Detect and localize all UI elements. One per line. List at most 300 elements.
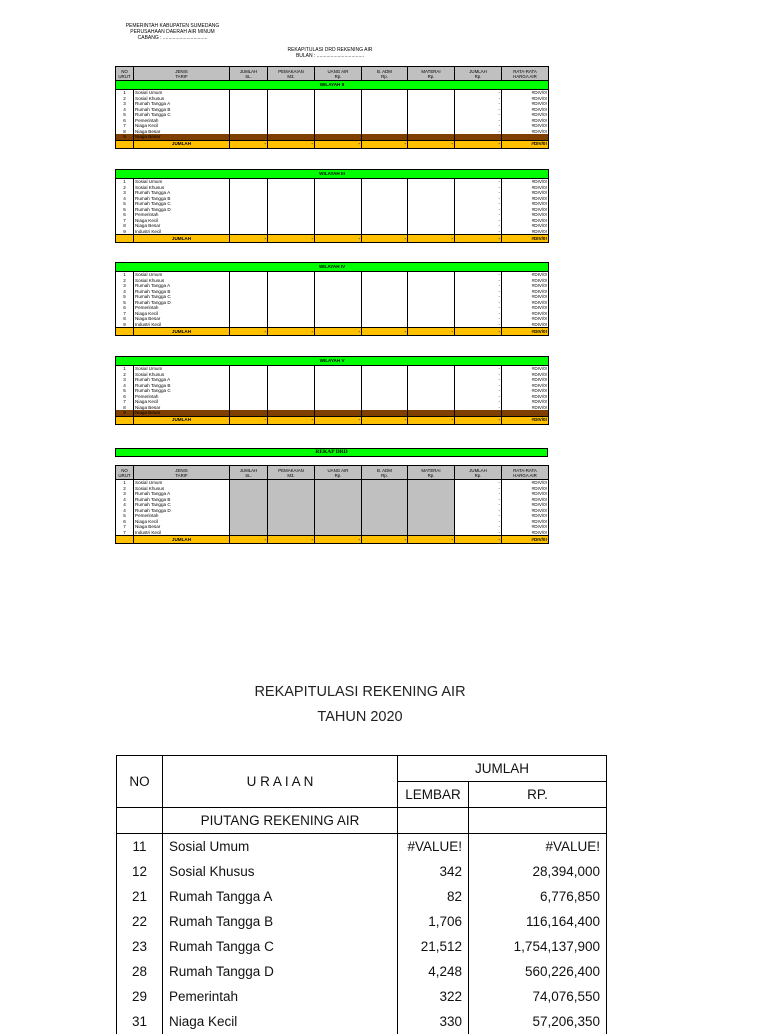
row-tarif: Rumah Tangga A: [134, 283, 230, 289]
row-rata: #DIV/0!: [502, 322, 549, 328]
row-tarif: Niaga Besar: [134, 129, 230, 135]
row-no: 6: [116, 305, 134, 311]
summary-lembar: 322: [398, 984, 469, 1009]
row-jumlah: -: [455, 530, 502, 536]
row-rata: #DIV/0!: [502, 508, 549, 514]
row-rata: #DIV/0!: [502, 294, 549, 300]
sheet-col-header: JUMLAH Rp.: [455, 67, 502, 81]
row-rata: #DIV/0!: [502, 272, 549, 278]
col-jumlah-header: JUMLAH: [398, 756, 607, 782]
row-rata: #DIV/0!: [502, 278, 549, 284]
organization-header: [110, 23, 235, 41]
total-value: -: [408, 416, 455, 424]
summary-name: Rumah Tangga A: [163, 884, 398, 909]
col-uraian-header: U R A I A N: [163, 756, 398, 808]
total-rata: #DIV/0!: [502, 235, 549, 243]
sheet-col-header: JENIS TARIF: [134, 466, 230, 480]
row-rata: #DIV/0!: [502, 311, 549, 317]
row-no: 1: [116, 179, 134, 185]
sheet-col-header: JUMLAH Rp.: [455, 466, 502, 480]
row-no: 5: [116, 207, 134, 213]
row-rata: #DIV/0!: [502, 212, 549, 218]
total-rata: #DIV/0!: [502, 140, 549, 148]
summary-lembar: 21,512: [398, 934, 469, 959]
row-jumlah: -: [455, 179, 502, 185]
summary-rp: 74,076,550: [469, 984, 607, 1009]
row-no: 7: [116, 218, 134, 224]
sheet-col-header: JUMLAH SL.: [230, 466, 268, 480]
summary-row: [117, 884, 607, 909]
row-no: 4: [116, 289, 134, 295]
row-tarif: Rumah Tangga B: [134, 107, 230, 113]
row-rata: #DIV/0!: [502, 513, 549, 519]
wilayah-table: [115, 356, 549, 425]
total-label: JUMLAH: [134, 416, 230, 424]
row-tarif: Rumah Tangga C: [134, 502, 230, 508]
row-no: 8: [116, 129, 134, 135]
row-rata: #DIV/0!: [502, 399, 549, 405]
total-value: -: [455, 328, 502, 336]
row-no: 5: [116, 513, 134, 519]
wilayah-title: WILAYAH IV: [116, 263, 549, 272]
row-jumlah: -: [455, 480, 502, 486]
row-tarif: Niaga Kecil: [134, 519, 230, 525]
row-tarif: Pemerintah: [134, 305, 230, 311]
row-no: 3: [116, 283, 134, 289]
sheet-col-header: JENIS TARIF: [134, 67, 230, 81]
total-value: -: [362, 536, 408, 544]
row-no: 9: [116, 134, 134, 140]
summary-lembar: 330: [398, 1009, 469, 1034]
org-line: PEMERINTAH KABUPATEN SUMEDANG: [125, 23, 220, 29]
summary-name: Rumah Tangga D: [163, 959, 398, 984]
row-rata: #DIV/0!: [502, 372, 549, 378]
row-tarif: Niaga Kecil: [134, 123, 230, 129]
row-jumlah: -: [455, 207, 502, 213]
row-rata: #DIV/0!: [502, 316, 549, 322]
row-jumlah: -: [455, 196, 502, 202]
summary-row: [117, 934, 607, 959]
col-no-header: NO: [117, 756, 163, 808]
section-rp-cell: [469, 808, 607, 834]
row-rata: #DIV/0!: [502, 491, 549, 497]
row-rata: #DIV/0!: [502, 283, 549, 289]
sheet-col-header: NO URUT: [116, 466, 134, 480]
row-tarif: Niaga Besar: [134, 410, 230, 416]
row-tarif: Pemerintah: [134, 118, 230, 124]
row-no: 4: [116, 497, 134, 503]
row-tarif: Industri Kecil: [134, 530, 230, 536]
row-no: 9: [116, 322, 134, 328]
summary-rp: 28,394,000: [469, 859, 607, 884]
row-jumlah: -: [455, 316, 502, 322]
row-rata: #DIV/0!: [502, 96, 549, 102]
row-jumlah: -: [455, 201, 502, 207]
sheet-col-header: NO URUT: [116, 67, 134, 81]
total-value: -: [268, 140, 315, 148]
total-value: -: [362, 416, 408, 424]
total-row: [116, 328, 549, 336]
row-tarif: Rumah Tangga B: [134, 383, 230, 389]
row-tarif: Niaga Besar: [134, 134, 230, 140]
wilayah-title: WILAYAH III: [116, 170, 549, 179]
section-no-cell: [117, 808, 163, 834]
total-row: [116, 536, 549, 544]
row-no: 5: [116, 112, 134, 118]
total-rata: #DIV/0!: [502, 416, 549, 424]
total-value: -: [408, 536, 455, 544]
sheet-header-row: [116, 466, 549, 480]
row-tarif: Niaga Besar: [134, 223, 230, 229]
wilayah-title-row: [116, 170, 549, 179]
summary-row: [117, 834, 607, 860]
row-rata: #DIV/0!: [502, 185, 549, 191]
row-jumlah: -: [455, 491, 502, 497]
col-rp-header: RP.: [469, 782, 607, 808]
total-value: -: [315, 328, 362, 336]
total-row: [116, 416, 549, 424]
row-jumlah: -: [455, 218, 502, 224]
row-tarif: Niaga Kecil: [134, 218, 230, 224]
row-tarif: Industri Kecil: [134, 229, 230, 235]
row-no: 6: [116, 118, 134, 124]
sheet-col-header: UANG AIR Rp.: [315, 67, 362, 81]
row-rata: #DIV/0!: [502, 112, 549, 118]
row-tarif: Niaga Besar: [134, 405, 230, 411]
row-tarif: Sosial Khusus: [134, 96, 230, 102]
row-jumlah: -: [455, 212, 502, 218]
report-title: REKAPITULASI DRD REKENING AIR: [287, 47, 373, 53]
summary-table: [116, 755, 607, 1034]
row-no: 3: [116, 101, 134, 107]
row-rata: #DIV/0!: [502, 196, 549, 202]
row-tarif: Rumah Tangga A: [134, 101, 230, 107]
row-jumlah: -: [455, 388, 502, 394]
sheet-col-header: RATA-RATA HARGA AIR: [502, 67, 549, 81]
summary-name: Sosial Umum: [163, 834, 398, 860]
row-rata: #DIV/0!: [502, 101, 549, 107]
total-value: -: [455, 235, 502, 243]
row-jumlah: -: [455, 394, 502, 400]
report-header: [250, 47, 410, 59]
summary-rp: 57,206,350: [469, 1009, 607, 1034]
total-value: -: [362, 140, 408, 148]
org-line: PERUSAHAAN DAERAH AIR MINUM: [130, 29, 215, 35]
summary-lembar: #VALUE!: [398, 834, 469, 860]
row-tarif: Sosial Khusus: [134, 486, 230, 492]
total-row: [116, 140, 549, 148]
row-tarif: Rumah Tangga C: [134, 388, 230, 394]
row-jumlah: -: [455, 229, 502, 235]
row-jumlah: -: [455, 96, 502, 102]
total-value: -: [315, 235, 362, 243]
row-jumlah: -: [455, 101, 502, 107]
row-jumlah: -: [455, 118, 502, 124]
row-rata: #DIV/0!: [502, 289, 549, 295]
row-jumlah: -: [455, 90, 502, 96]
row-rata: #DIV/0!: [502, 107, 549, 113]
row-no: 3: [116, 190, 134, 196]
row-jumlah: -: [455, 305, 502, 311]
row-no: 4: [116, 508, 134, 514]
row-no: 5: [116, 300, 134, 306]
row-no: 1: [116, 90, 134, 96]
row-no: 8: [116, 316, 134, 322]
row-jumlah: -: [455, 405, 502, 411]
row-rata: #DIV/0!: [502, 118, 549, 124]
sheet-col-header: B. ADM Rp.: [362, 67, 408, 81]
row-tarif: Sosial Khusus: [134, 372, 230, 378]
summary-rp: 1,754,137,900: [469, 934, 607, 959]
row-jumlah: -: [455, 289, 502, 295]
wilayah-table: [115, 169, 549, 243]
wilayah-title-row: [116, 357, 549, 366]
row-no: 9: [116, 229, 134, 235]
total-value: -: [455, 140, 502, 148]
summary-year: TAHUN 2020: [317, 709, 403, 725]
summary-no: 12: [117, 859, 163, 884]
summary-rp: 6,776,850: [469, 884, 607, 909]
row-jumlah: -: [455, 524, 502, 530]
row-no: 2: [116, 96, 134, 102]
row-rata: #DIV/0!: [502, 377, 549, 383]
row-jumlah: -: [455, 294, 502, 300]
sheet-col-header: PEMAKAIAN M3.: [268, 466, 315, 480]
row-no: 7: [116, 530, 134, 536]
row-tarif: Sosial Umum: [134, 90, 230, 96]
total-value: -: [408, 235, 455, 243]
row-no: 1: [116, 366, 134, 372]
summary-row: [117, 984, 607, 1009]
row-no: 2: [116, 278, 134, 284]
row-jumlah: -: [455, 272, 502, 278]
row-rata: #DIV/0!: [502, 179, 549, 185]
row-no: 7: [116, 123, 134, 129]
row-jumlah: -: [455, 372, 502, 378]
row-tarif: Sosial Umum: [134, 179, 230, 185]
wilayah-title: WILAYAH V: [116, 357, 549, 366]
wilayah-table: [115, 262, 549, 336]
row-jumlah: -: [455, 399, 502, 405]
row-no: 4: [116, 502, 134, 508]
total-value: -: [315, 416, 362, 424]
row-no: 9: [116, 410, 134, 416]
row-jumlah: -: [455, 283, 502, 289]
row-jumlah: -: [455, 129, 502, 135]
row-no: 8: [116, 223, 134, 229]
summary-no: 21: [117, 884, 163, 909]
row-tarif: Niaga Kecil: [134, 399, 230, 405]
row-tarif: Sosial Khusus: [134, 278, 230, 284]
total-rata: #DIV/0!: [502, 328, 549, 336]
row-tarif: Rumah Tangga B: [134, 497, 230, 503]
summary-lembar: 342: [398, 859, 469, 884]
row-jumlah: -: [455, 278, 502, 284]
summary-row: [117, 1009, 607, 1034]
summary-row: [117, 909, 607, 934]
row-rata: #DIV/0!: [502, 207, 549, 213]
row-no: 6: [116, 394, 134, 400]
row-tarif: Rumah Tangga C: [134, 112, 230, 118]
row-jumlah: -: [455, 107, 502, 113]
row-rata: #DIV/0!: [502, 486, 549, 492]
summary-no: 22: [117, 909, 163, 934]
row-rata: #DIV/0!: [502, 123, 549, 129]
row-jumlah: -: [455, 383, 502, 389]
summary-lembar: 1,706: [398, 909, 469, 934]
row-jumlah: -: [455, 508, 502, 514]
row-jumlah: -: [455, 377, 502, 383]
summary-no: 23: [117, 934, 163, 959]
row-no: 6: [116, 519, 134, 525]
total-value: -: [408, 328, 455, 336]
row-jumlah: -: [455, 223, 502, 229]
row-tarif: Niaga Besar: [134, 316, 230, 322]
row-tarif: Rumah Tangga A: [134, 491, 230, 497]
row-no: 7: [116, 399, 134, 405]
summary-name: Pemerintah: [163, 984, 398, 1009]
row-rata: #DIV/0!: [502, 229, 549, 235]
summary-lembar: 82: [398, 884, 469, 909]
row-jumlah: -: [455, 502, 502, 508]
summary-no: 11: [117, 834, 163, 860]
total-value: -: [362, 328, 408, 336]
row-no: 8: [116, 405, 134, 411]
summary-rp: #VALUE!: [469, 834, 607, 860]
row-tarif: Sosial Umum: [134, 480, 230, 486]
row-rata: #DIV/0!: [502, 497, 549, 503]
row-no: 1: [116, 480, 134, 486]
total-rata: #DIV/0!: [502, 536, 549, 544]
sheet-header-row: [116, 67, 549, 81]
row-no: 4: [116, 383, 134, 389]
wilayah-title-row: [116, 81, 549, 90]
row-rata: #DIV/0!: [502, 530, 549, 536]
total-value: -: [268, 416, 315, 424]
total-value: -: [315, 536, 362, 544]
row-tarif: Rumah Tangga C: [134, 201, 230, 207]
total-value: -: [230, 235, 268, 243]
row-jumlah: -: [455, 497, 502, 503]
total-label: JUMLAH: [134, 140, 230, 148]
row-no: 5: [116, 201, 134, 207]
row-rata: #DIV/0!: [502, 305, 549, 311]
total-label: JUMLAH: [134, 328, 230, 336]
row-tarif: Sosial Umum: [134, 272, 230, 278]
row-tarif: Pemerintah: [134, 212, 230, 218]
row-no: 2: [116, 372, 134, 378]
row-rata: #DIV/0!: [502, 388, 549, 394]
row-tarif: Sosial Umum: [134, 366, 230, 372]
row-jumlah: -: [455, 300, 502, 306]
row-no: 6: [116, 212, 134, 218]
summary-rp: 116,164,400: [469, 909, 607, 934]
total-value: -: [230, 140, 268, 148]
row-tarif: Niaga Kecil: [134, 311, 230, 317]
row-tarif: Rumah Tangga D: [134, 207, 230, 213]
row-jumlah: -: [455, 513, 502, 519]
row-jumlah: -: [455, 112, 502, 118]
total-label: JUMLAH: [134, 536, 230, 544]
rekap-drd-bar: REKAP DRD: [115, 448, 548, 457]
summary-row: [117, 959, 607, 984]
wilayah-table: [115, 66, 549, 149]
row-tarif: Rumah Tangga B: [134, 196, 230, 202]
total-row: [116, 235, 549, 243]
row-jumlah: -: [455, 366, 502, 372]
row-no: 2: [116, 486, 134, 492]
row-tarif: Rumah Tangga A: [134, 377, 230, 383]
row-tarif: Rumah Tangga D: [134, 300, 230, 306]
total-value: -: [268, 536, 315, 544]
sheet-col-header: UANG AIR Rp.: [315, 466, 362, 480]
row-no: 3: [116, 377, 134, 383]
row-rata: #DIV/0!: [502, 190, 549, 196]
row-jumlah: -: [455, 123, 502, 129]
total-value: -: [455, 536, 502, 544]
row-tarif: Rumah Tangga D: [134, 508, 230, 514]
section-label: PIUTANG REKENING AIR: [163, 808, 398, 834]
row-rata: #DIV/0!: [502, 524, 549, 530]
total-value: -: [408, 140, 455, 148]
row-tarif: Pemerintah: [134, 394, 230, 400]
total-value: -: [230, 416, 268, 424]
row-no: 5: [116, 388, 134, 394]
row-tarif: Industri Kecil: [134, 322, 230, 328]
total-value: -: [362, 235, 408, 243]
row-rata: #DIV/0!: [502, 223, 549, 229]
row-jumlah: -: [455, 190, 502, 196]
row-jumlah: -: [455, 185, 502, 191]
org-line: CABANG : ................................: [137, 35, 208, 41]
row-no: 5: [116, 294, 134, 300]
row-rata: #DIV/0!: [502, 300, 549, 306]
summary-name: Rumah Tangga B: [163, 909, 398, 934]
row-jumlah: -: [455, 486, 502, 492]
total-label: JUMLAH: [134, 235, 230, 243]
sheet-col-header: MATERAI Rp.: [408, 466, 455, 480]
summary-no: 29: [117, 984, 163, 1009]
summary-name: Rumah Tangga C: [163, 934, 398, 959]
row-jumlah: -: [455, 519, 502, 525]
summary-title: REKAPITULASI REKENING AIR: [254, 684, 466, 700]
sheet-col-header: JUMLAH SL.: [230, 67, 268, 81]
summary-no: 28: [117, 959, 163, 984]
row-rata: #DIV/0!: [502, 394, 549, 400]
row-rata: #DIV/0!: [502, 519, 549, 525]
row-rata: #DIV/0!: [502, 480, 549, 486]
total-value: -: [230, 328, 268, 336]
row-jumlah: -: [455, 311, 502, 317]
summary-name: Niaga Kecil: [163, 1009, 398, 1034]
summary-name: Sosial Khusus: [163, 859, 398, 884]
row-no: 1: [116, 272, 134, 278]
total-value: -: [315, 140, 362, 148]
summary-no: 31: [117, 1009, 163, 1034]
row-no: 7: [116, 524, 134, 530]
total-value: -: [455, 416, 502, 424]
col-lembar-header: LEMBAR: [398, 782, 469, 808]
section-lembar-cell: [398, 808, 469, 834]
wilayah-title-row: [116, 263, 549, 272]
row-rata: #DIV/0!: [502, 366, 549, 372]
sheet-col-header: RATA-RATA HARGA AIR: [502, 466, 549, 480]
sheet-col-header: PEMAKAIAN M3.: [268, 67, 315, 81]
row-rata: #DIV/0!: [502, 218, 549, 224]
row-rata: #DIV/0!: [502, 502, 549, 508]
row-jumlah: -: [455, 322, 502, 328]
row-tarif: Rumah Tangga C: [134, 294, 230, 300]
